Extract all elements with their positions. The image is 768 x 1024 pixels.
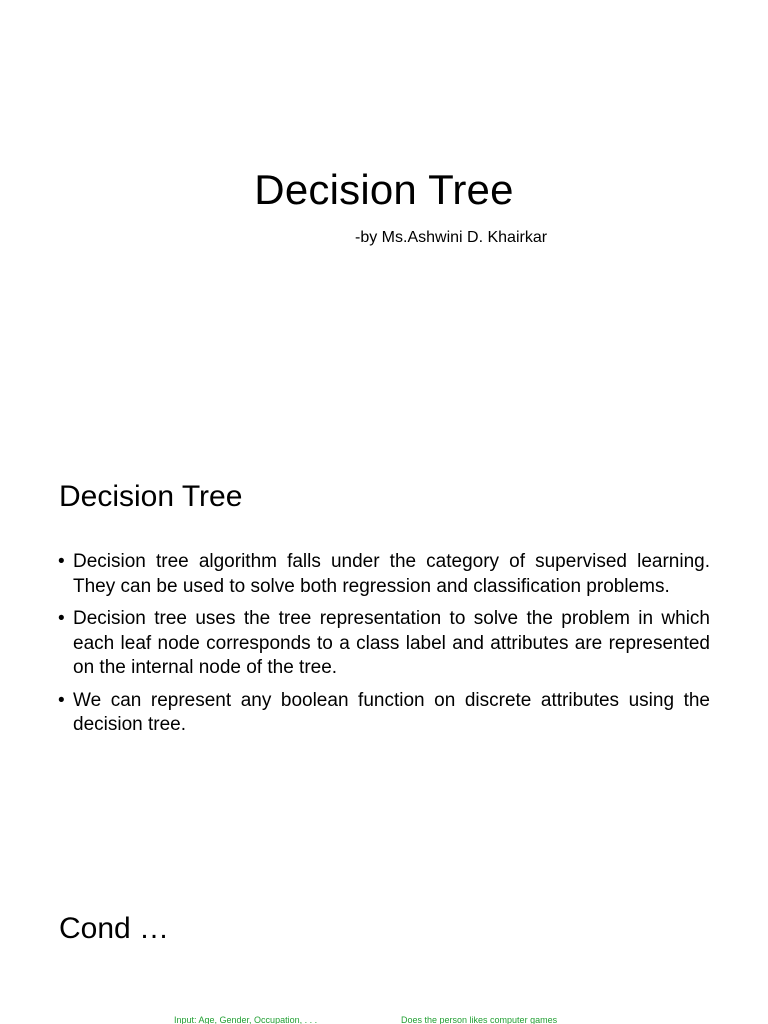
slide-subtitle-author: -by Ms.Ashwini D. Khairkar: [355, 229, 548, 246]
bullet-list: [58, 550, 710, 746]
content-slide-decision-tree: [0, 432, 768, 864]
bullet-item: [58, 550, 710, 599]
bullet-icon: •: [58, 608, 65, 629]
bullet-item: [58, 607, 710, 681]
slide-title: Decision Tree: [254, 166, 514, 213]
question-note: Does the person likes computer games: [401, 1015, 558, 1024]
bullet-item: [58, 689, 710, 738]
slide-heading: Decision Tree: [59, 480, 243, 513]
input-note: Input: Age, Gender, Occupation, . . .: [174, 1015, 318, 1024]
bullet-text: Decision tree uses the tree representation to solve the problem in which each leaf node corresponds to a class label and attributes are represented on the internal node of the tree.: [73, 608, 710, 678]
content-slide-cond: [0, 864, 768, 1024]
bullet-icon: •: [58, 689, 65, 711]
bullet-text: Decision tree algorithm falls under the category of supervised learning. They can be used to solve both regression and classification problems.: [73, 551, 710, 597]
slide-heading: Cond …: [59, 912, 170, 945]
title-slide: [0, 0, 768, 432]
bullet-text: We can represent any boolean function on discrete attributes using the decision tree.: [73, 689, 710, 735]
bullet-icon: •: [58, 551, 65, 572]
